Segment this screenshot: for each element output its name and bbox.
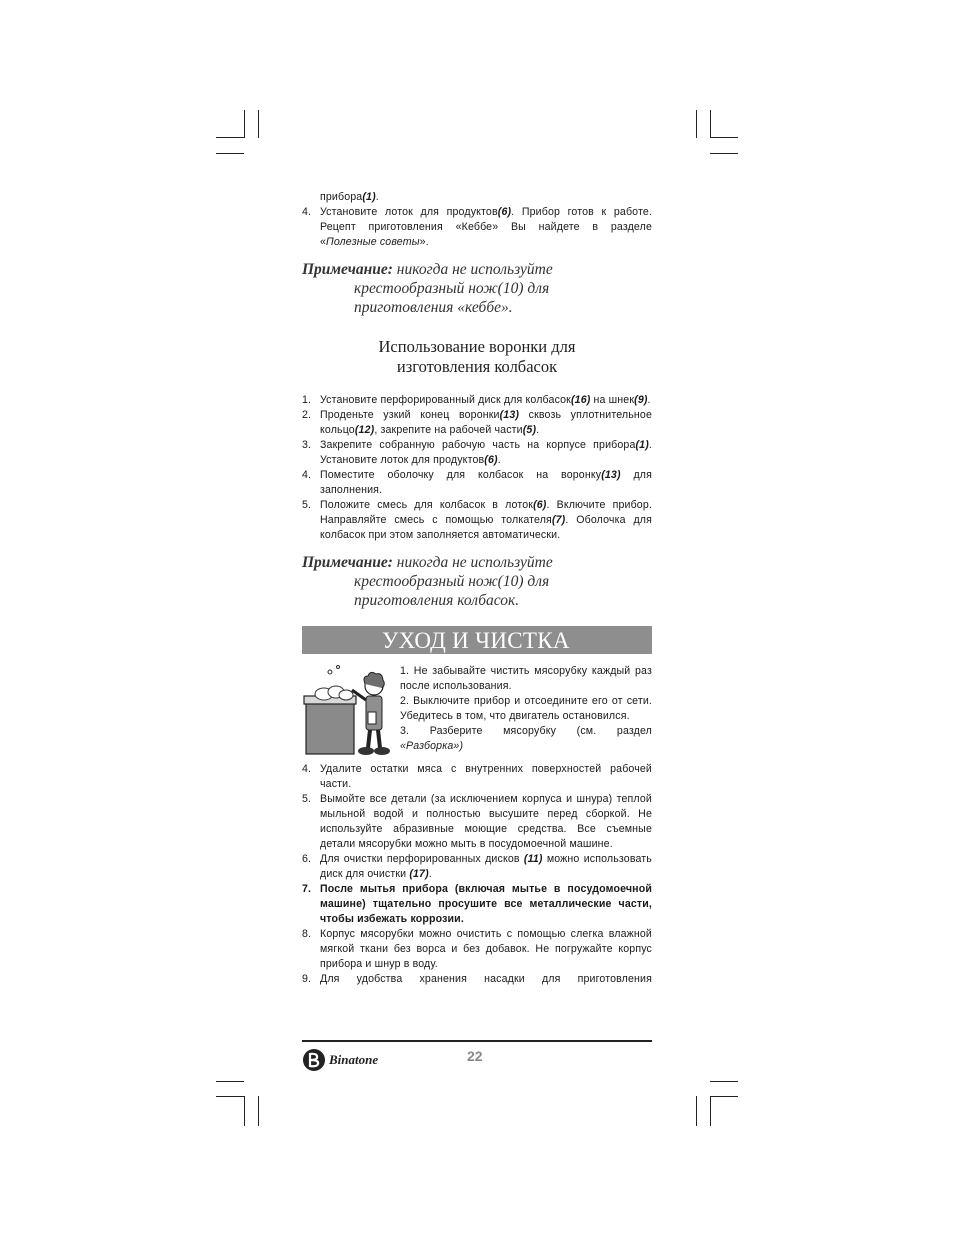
list-item: 5. Вымойте все детали (за исключением корпуса и шнура) теплой мыльной водой и полностью высушите перед сборкой. Не используйте абразивные моющие средства. Все съемные детали мясорубки можно мыть в посудомоечной машине. — [302, 793, 652, 850]
intro-step-4: 4. Установите лоток для продуктов(6). Прибор готов к работе. Рецепт приготовления «Кеббе» Вы найдете в разделе «Полезные советы». — [302, 206, 652, 248]
crop-mark — [258, 1096, 259, 1126]
intro-continuation: прибора(1). — [320, 191, 379, 203]
crop-mark — [710, 1081, 738, 1082]
list-item: 7. После мытья прибора (включая мытье в посудомоечной машине) тщательно просушите все металлические части, чтобы избежать коррозии. — [302, 883, 652, 925]
brand-name: Binatone — [329, 1052, 379, 1067]
crop-mark — [710, 1096, 738, 1097]
crop-mark — [244, 110, 245, 138]
list-item: 6. Для очистки перфорированных дисков (11) можно использовать диск для очистки (17). — [302, 853, 652, 880]
crop-mark — [216, 137, 244, 138]
crop-mark — [216, 1096, 244, 1097]
list-item: 1. Установите перфорированный диск для колбасок(16) на шнек(9). — [302, 394, 651, 406]
crop-mark — [710, 153, 738, 154]
list-item: 4. Поместите оболочку для колбасок на воронку(13) для заполнения. — [302, 469, 652, 496]
list-item: 3. Закрепите собранную рабочую часть на корпусе прибора(1). Установите лоток для продуктов(6). — [302, 439, 652, 466]
dishwashing-illustration — [302, 664, 400, 762]
crop-mark — [710, 137, 738, 138]
section-title-sausage: Использование воронки для изготовления колбасок — [378, 337, 576, 376]
care-steps — [302, 762, 652, 987]
care-intro — [302, 664, 652, 762]
section-banner-care: УХОД И ЧИСТКА — [302, 626, 652, 654]
sausage-steps — [302, 393, 652, 543]
crop-mark — [696, 110, 697, 138]
crop-mark — [244, 1096, 245, 1126]
crop-mark — [216, 1081, 244, 1082]
care-step-3: 3. Разберите мясорубку (см. раздел «Разборка») — [400, 725, 652, 752]
crop-mark — [710, 1096, 711, 1126]
brand-logo — [302, 1048, 378, 1072]
list-item: 2. Проденьте узкий конец воронки(13) сквозь уплотнительное кольцо(12), закрепите на рабочей части(5). — [302, 409, 652, 436]
list-item: 8. Корпус мясорубки можно очистить с помощью слегка влажной мягкой ткани без ворса и без добавок. Не погружайте корпус прибора и шнур в воду. — [302, 928, 652, 970]
care-step-1: 1. Не забывайте чистить мясорубку каждый раз после использования. — [400, 665, 652, 692]
list-item: 9. Для удобства хранения насадки для приготовления — [302, 973, 652, 985]
crop-mark — [216, 153, 244, 154]
crop-mark — [710, 110, 711, 138]
crop-mark — [696, 1096, 697, 1126]
care-step-2: 2. Выключите прибор и отсоедините его от сети. Убедитесь в том, что двигатель остановился. — [400, 695, 652, 722]
page-number: 22 — [467, 1048, 483, 1064]
note-kebbe: Примечание: никогда не используйте крестообразный нож(10) для приготовления «кеббе». — [302, 261, 553, 316]
list-item: 5. Положите смесь для колбасок в лоток(6). Включите прибор. Направляйте смесь с помощью толкателя(7). Оболочка для колбасок при этом заполняется автоматически. — [302, 499, 652, 541]
page-content — [302, 190, 652, 987]
page-footer — [302, 1040, 652, 1076]
list-item: 4. Удалите остатки мяса с внутренних поверхностей рабочей части. — [302, 763, 652, 790]
crop-mark — [258, 110, 259, 138]
brand-logo-icon — [302, 1048, 326, 1072]
note-sausage: Примечание: никогда не используйте крестообразный нож(10) для приготовления колбасок. — [302, 554, 553, 609]
